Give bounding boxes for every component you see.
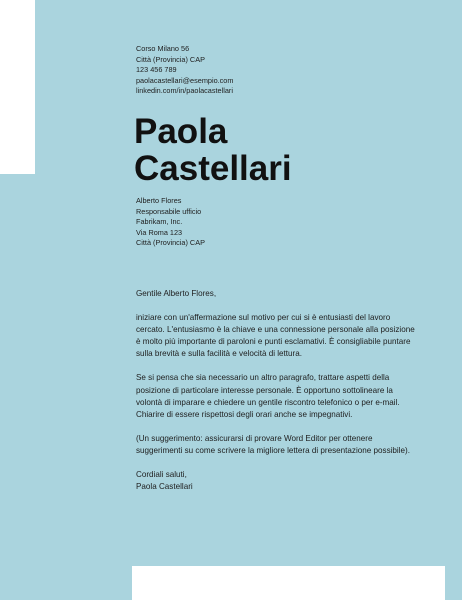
- author-first-name: Paola: [134, 112, 228, 151]
- sender-address: Corso Milano 56: [136, 44, 190, 53]
- sender-linkedin: linkedin.com/in/paolacastellari: [136, 86, 233, 96]
- recipient-city: Città (Provincia) CAP: [136, 238, 205, 248]
- sender-contact-block: [136, 44, 233, 97]
- sender-email: paolacastellari@esempio.com: [136, 75, 234, 85]
- decorative-white-block-bottom: [132, 566, 445, 600]
- letter-paragraph-2: Se si pensa che sia necessario un altro paragrafo, trattare aspetti della posizione di particolare interesse personale. È opportuno sottolineare la volontà di imparare e chiedere un gentile riscontro telefonico o per e-mail. Chiarire di essere rispettosi degli orari anche se impegnativi.: [136, 373, 400, 419]
- letter-paragraph-1: iniziare con un'affermazione sul motivo per cui si è entusiasti del lavoro cercato. L'entusiasmo è la chiave e una connessione personale alla posizione è molto più importante di paroloni e punti esclamativi. È consigliabile puntare sulla brevità e sulla facilità e velocità di lettura.: [136, 313, 415, 359]
- sender-phone: 123 456 789: [136, 65, 177, 75]
- recipient-street: Via Roma 123: [136, 227, 183, 237]
- author-name-heading: [134, 113, 292, 187]
- recipient-name: Alberto Flores: [136, 196, 182, 205]
- author-last-name: Castellari: [134, 149, 292, 188]
- recipient-block: [136, 196, 205, 249]
- letter-paragraph-3: (Un suggerimento: assicurarsi di provare Word Editor per ottenere suggerimenti su come scrivere la migliore lettera di presentazione possibile).: [136, 433, 410, 455]
- letter-closing-block: [136, 469, 436, 493]
- decorative-white-block-left: [0, 0, 35, 174]
- letter-signature: Paola Castellari: [136, 482, 193, 492]
- sender-city: Città (Provincia) CAP: [136, 54, 205, 64]
- letter-closing: Cordiali saluti,: [136, 470, 187, 480]
- recipient-company: Fabrikam, Inc.: [136, 217, 183, 227]
- letter-greeting: Gentile Alberto Flores,: [136, 289, 217, 298]
- recipient-title: Responsabile ufficio: [136, 206, 202, 216]
- letter-body: [136, 288, 436, 505]
